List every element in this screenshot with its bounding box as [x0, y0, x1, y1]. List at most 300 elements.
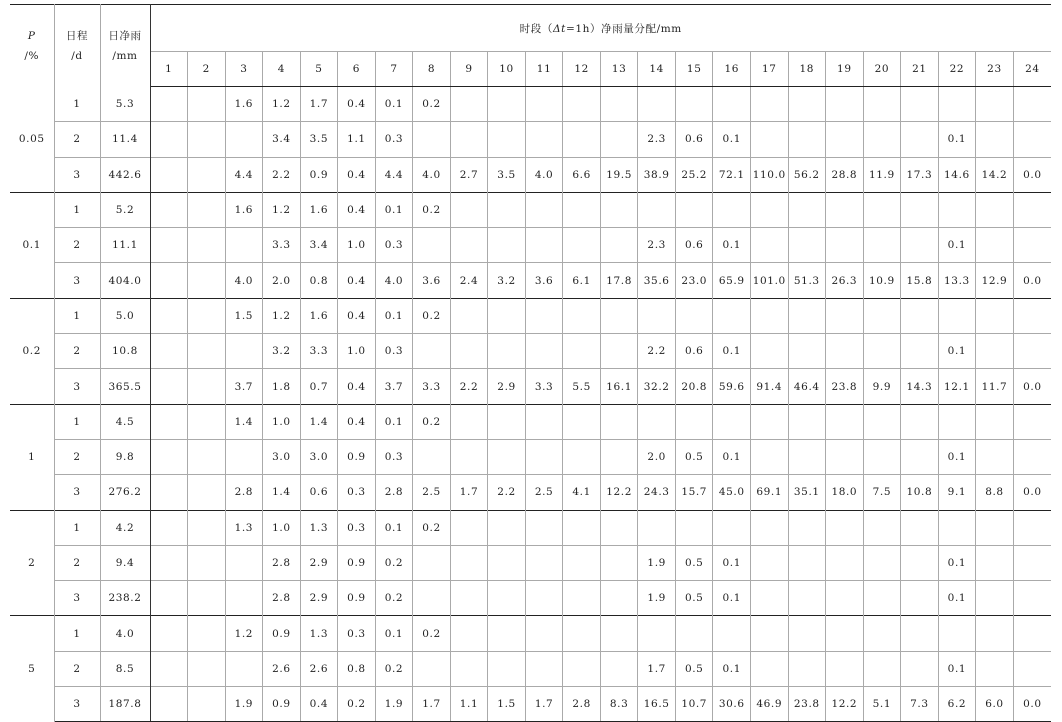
cell-hour-21 — [901, 510, 939, 545]
cell-hour-11: 3.6 — [525, 263, 563, 298]
cell-hour-13: 19.5 — [600, 157, 638, 192]
cell-hour-10 — [488, 192, 526, 227]
cell-hour-3: 4.0 — [225, 263, 263, 298]
cell-net-rain: 9.8 — [100, 439, 150, 474]
cell-hour-21: 14.3 — [901, 369, 939, 404]
cell-hour-2 — [188, 87, 226, 122]
cell-hour-7: 1.9 — [375, 687, 413, 722]
cell-day: 2 — [54, 122, 100, 157]
header-hour-15: 15 — [675, 52, 713, 87]
cell-hour-7: 2.8 — [375, 475, 413, 510]
cell-hour-13 — [600, 404, 638, 439]
cell-hour-9: 1.7 — [450, 475, 488, 510]
cell-hour-10 — [488, 404, 526, 439]
cell-hour-3 — [225, 545, 263, 580]
cell-hour-3 — [225, 122, 263, 157]
cell-p-value: 0.1 — [10, 192, 54, 298]
table-row — [10, 475, 1051, 510]
cell-hour-23 — [976, 616, 1014, 651]
cell-hour-6: 0.3 — [338, 475, 376, 510]
cell-hour-11: 2.5 — [525, 475, 563, 510]
header-hour-2: 2 — [188, 52, 226, 87]
cell-hour-18 — [788, 404, 826, 439]
header-hour-20: 20 — [863, 52, 901, 87]
cell-hour-1 — [150, 122, 188, 157]
cell-hour-18 — [788, 192, 826, 227]
cell-hour-2 — [188, 651, 226, 686]
cell-hour-13 — [600, 334, 638, 369]
cell-hour-15 — [675, 192, 713, 227]
cell-hour-24: 0.0 — [1013, 263, 1051, 298]
cell-hour-21: 15.8 — [901, 263, 939, 298]
cell-day: 3 — [54, 475, 100, 510]
cell-hour-23 — [976, 404, 1014, 439]
cell-net-rain: 8.5 — [100, 651, 150, 686]
cell-hour-9 — [450, 581, 488, 616]
header-hour-6: 6 — [338, 52, 376, 87]
cell-hour-2 — [188, 581, 226, 616]
cell-day: 3 — [54, 157, 100, 192]
cell-hour-3: 1.6 — [225, 192, 263, 227]
cell-hour-19: 28.8 — [826, 157, 864, 192]
cell-hour-1 — [150, 298, 188, 333]
cell-hour-7: 0.1 — [375, 192, 413, 227]
cell-hour-21 — [901, 122, 939, 157]
cell-hour-1 — [150, 545, 188, 580]
cell-hour-24 — [1013, 298, 1051, 333]
header-hour-10: 10 — [488, 52, 526, 87]
cell-hour-15: 25.2 — [675, 157, 713, 192]
cell-hour-17: 101.0 — [751, 263, 789, 298]
cell-hour-22: 0.1 — [938, 545, 976, 580]
cell-hour-16: 0.1 — [713, 545, 751, 580]
cell-hour-2 — [188, 157, 226, 192]
cell-hour-3 — [225, 651, 263, 686]
cell-hour-13: 16.1 — [600, 369, 638, 404]
cell-hour-18 — [788, 298, 826, 333]
header-hour-11: 11 — [525, 52, 563, 87]
cell-hour-20: 9.9 — [863, 369, 901, 404]
cell-hour-22 — [938, 616, 976, 651]
cell-hour-18 — [788, 545, 826, 580]
cell-hour-15: 0.5 — [675, 545, 713, 580]
cell-hour-5: 0.9 — [300, 157, 338, 192]
cell-hour-15 — [675, 404, 713, 439]
cell-hour-12: 4.1 — [563, 475, 601, 510]
cell-hour-1 — [150, 404, 188, 439]
cell-hour-12 — [563, 87, 601, 122]
cell-hour-9: 2.2 — [450, 369, 488, 404]
cell-day: 1 — [54, 404, 100, 439]
cell-hour-19: 26.3 — [826, 263, 864, 298]
cell-hour-13 — [600, 439, 638, 474]
cell-hour-21 — [901, 404, 939, 439]
cell-hour-4: 3.4 — [263, 122, 301, 157]
cell-net-rain: 187.8 — [100, 687, 150, 722]
cell-hour-3: 4.4 — [225, 157, 263, 192]
cell-hour-20 — [863, 616, 901, 651]
cell-day: 3 — [54, 687, 100, 722]
cell-hour-22 — [938, 298, 976, 333]
cell-hour-15 — [675, 87, 713, 122]
cell-hour-10: 2.2 — [488, 475, 526, 510]
cell-hour-21 — [901, 192, 939, 227]
cell-hour-16: 65.9 — [713, 263, 751, 298]
cell-hour-7: 0.3 — [375, 334, 413, 369]
cell-net-rain: 11.1 — [100, 228, 150, 263]
cell-hour-5: 1.7 — [300, 87, 338, 122]
cell-hour-11: 1.7 — [525, 687, 563, 722]
table-row — [10, 192, 1051, 227]
cell-hour-14: 1.9 — [638, 545, 676, 580]
cell-hour-14: 24.3 — [638, 475, 676, 510]
cell-hour-22: 6.2 — [938, 687, 976, 722]
cell-hour-5: 2.9 — [300, 545, 338, 580]
cell-hour-9 — [450, 192, 488, 227]
cell-hour-8: 1.7 — [413, 687, 451, 722]
cell-hour-8: 0.2 — [413, 404, 451, 439]
cell-hour-7: 3.7 — [375, 369, 413, 404]
header-hour-8: 8 — [413, 52, 451, 87]
cell-hour-18 — [788, 87, 826, 122]
cell-net-rain: 4.0 — [100, 616, 150, 651]
cell-hour-15: 0.5 — [675, 439, 713, 474]
cell-hour-6: 1.0 — [338, 228, 376, 263]
header-hour-9: 9 — [450, 52, 488, 87]
cell-hour-6: 0.4 — [338, 369, 376, 404]
table-row — [10, 616, 1051, 651]
cell-hour-18 — [788, 581, 826, 616]
cell-hour-7: 0.2 — [375, 651, 413, 686]
cell-hour-13: 17.8 — [600, 263, 638, 298]
cell-hour-3 — [225, 439, 263, 474]
cell-hour-23 — [976, 192, 1014, 227]
table-row — [10, 581, 1051, 616]
cell-hour-10 — [488, 616, 526, 651]
cell-hour-10 — [488, 228, 526, 263]
header-hour-14: 14 — [638, 52, 676, 87]
net-rainfall-distribution-table — [10, 4, 1051, 722]
cell-hour-20: 7.5 — [863, 475, 901, 510]
cell-day: 3 — [54, 263, 100, 298]
header-hour-12: 12 — [563, 52, 601, 87]
cell-hour-4: 2.6 — [263, 651, 301, 686]
cell-hour-23 — [976, 122, 1014, 157]
header-span-prefix: 时段（ — [519, 22, 553, 35]
table-row — [10, 87, 1051, 122]
cell-hour-17 — [751, 404, 789, 439]
cell-hour-18: 56.2 — [788, 157, 826, 192]
cell-hour-15 — [675, 298, 713, 333]
cell-hour-14 — [638, 87, 676, 122]
cell-hour-17 — [751, 439, 789, 474]
cell-hour-18 — [788, 334, 826, 369]
cell-day: 1 — [54, 298, 100, 333]
cell-hour-23 — [976, 228, 1014, 263]
cell-hour-22: 14.6 — [938, 157, 976, 192]
cell-net-rain: 365.5 — [100, 369, 150, 404]
cell-hour-24 — [1013, 228, 1051, 263]
cell-hour-1 — [150, 369, 188, 404]
cell-hour-11 — [525, 651, 563, 686]
cell-hour-4: 1.0 — [263, 510, 301, 545]
cell-hour-12 — [563, 298, 601, 333]
cell-hour-23 — [976, 510, 1014, 545]
cell-hour-14 — [638, 616, 676, 651]
cell-hour-2 — [188, 122, 226, 157]
cell-hour-24 — [1013, 87, 1051, 122]
cell-hour-5: 1.3 — [300, 616, 338, 651]
cell-day: 1 — [54, 616, 100, 651]
cell-hour-5: 0.6 — [300, 475, 338, 510]
cell-hour-11 — [525, 298, 563, 333]
cell-hour-22: 0.1 — [938, 651, 976, 686]
cell-hour-14 — [638, 298, 676, 333]
cell-hour-16: 0.1 — [713, 439, 751, 474]
cell-hour-11 — [525, 545, 563, 580]
cell-hour-8: 0.2 — [413, 616, 451, 651]
cell-hour-13 — [600, 581, 638, 616]
cell-net-rain: 442.6 — [100, 157, 150, 192]
cell-hour-18 — [788, 510, 826, 545]
cell-hour-19 — [826, 651, 864, 686]
cell-day: 1 — [54, 192, 100, 227]
cell-hour-2 — [188, 298, 226, 333]
table-container — [10, 4, 1051, 722]
cell-hour-5: 1.4 — [300, 404, 338, 439]
cell-hour-24 — [1013, 439, 1051, 474]
cell-hour-16 — [713, 87, 751, 122]
cell-hour-22: 0.1 — [938, 334, 976, 369]
cell-hour-24: 0.0 — [1013, 157, 1051, 192]
cell-hour-9 — [450, 228, 488, 263]
header-hour-4: 4 — [263, 52, 301, 87]
cell-hour-2 — [188, 369, 226, 404]
cell-hour-5: 2.9 — [300, 581, 338, 616]
cell-hour-24 — [1013, 581, 1051, 616]
cell-hour-5: 3.4 — [300, 228, 338, 263]
cell-hour-6: 0.4 — [338, 192, 376, 227]
cell-hour-19 — [826, 439, 864, 474]
cell-hour-23 — [976, 581, 1014, 616]
cell-hour-3 — [225, 334, 263, 369]
cell-day: 2 — [54, 545, 100, 580]
cell-hour-14 — [638, 192, 676, 227]
cell-hour-24: 0.0 — [1013, 369, 1051, 404]
cell-hour-12 — [563, 581, 601, 616]
cell-hour-16: 0.1 — [713, 122, 751, 157]
cell-net-rain: 4.2 — [100, 510, 150, 545]
cell-hour-17: 91.4 — [751, 369, 789, 404]
cell-hour-4: 0.9 — [263, 687, 301, 722]
cell-hour-17 — [751, 192, 789, 227]
cell-hour-19 — [826, 581, 864, 616]
cell-hour-14: 16.5 — [638, 687, 676, 722]
cell-hour-9 — [450, 404, 488, 439]
cell-hour-8 — [413, 545, 451, 580]
cell-hour-3: 1.5 — [225, 298, 263, 333]
cell-hour-16: 45.0 — [713, 475, 751, 510]
cell-hour-5: 3.3 — [300, 334, 338, 369]
cell-hour-12 — [563, 439, 601, 474]
cell-hour-4: 1.2 — [263, 298, 301, 333]
cell-hour-16: 59.6 — [713, 369, 751, 404]
cell-hour-2 — [188, 439, 226, 474]
cell-hour-6: 0.4 — [338, 404, 376, 439]
cell-hour-11 — [525, 510, 563, 545]
header-hour-13: 13 — [600, 52, 638, 87]
cell-hour-2 — [188, 510, 226, 545]
cell-hour-16: 0.1 — [713, 334, 751, 369]
cell-hour-20: 10.9 — [863, 263, 901, 298]
cell-hour-1 — [150, 581, 188, 616]
cell-hour-4: 2.8 — [263, 545, 301, 580]
cell-hour-22: 0.1 — [938, 581, 976, 616]
cell-hour-15: 0.6 — [675, 228, 713, 263]
cell-hour-23 — [976, 87, 1014, 122]
cell-hour-19 — [826, 404, 864, 439]
header-p-unit: /% — [24, 49, 40, 62]
cell-hour-21 — [901, 228, 939, 263]
cell-hour-14 — [638, 404, 676, 439]
cell-hour-3: 1.9 — [225, 687, 263, 722]
cell-hour-13 — [600, 87, 638, 122]
cell-hour-8 — [413, 651, 451, 686]
cell-hour-10 — [488, 334, 526, 369]
cell-hour-17 — [751, 87, 789, 122]
cell-hour-13 — [600, 616, 638, 651]
cell-hour-11 — [525, 228, 563, 263]
cell-hour-14: 2.3 — [638, 228, 676, 263]
cell-hour-17: 46.9 — [751, 687, 789, 722]
cell-hour-3 — [225, 581, 263, 616]
cell-hour-8: 0.2 — [413, 298, 451, 333]
cell-hour-7: 0.2 — [375, 581, 413, 616]
cell-hour-1 — [150, 475, 188, 510]
cell-hour-12 — [563, 651, 601, 686]
cell-day: 2 — [54, 439, 100, 474]
header-hour-19: 19 — [826, 52, 864, 87]
cell-day: 2 — [54, 334, 100, 369]
header-day-label: 日程 — [65, 29, 89, 42]
table-row — [10, 263, 1051, 298]
cell-hour-17 — [751, 122, 789, 157]
table-row — [10, 369, 1051, 404]
cell-hour-22: 9.1 — [938, 475, 976, 510]
cell-hour-6: 0.4 — [338, 87, 376, 122]
cell-p-value: 0.2 — [10, 298, 54, 404]
cell-hour-20 — [863, 87, 901, 122]
cell-hour-8: 0.2 — [413, 87, 451, 122]
header-day — [54, 5, 100, 87]
cell-hour-7: 0.3 — [375, 228, 413, 263]
cell-hour-24 — [1013, 192, 1051, 227]
cell-hour-13 — [600, 510, 638, 545]
cell-hour-7: 4.4 — [375, 157, 413, 192]
cell-hour-7: 0.2 — [375, 545, 413, 580]
cell-hour-16 — [713, 404, 751, 439]
cell-hour-19: 12.2 — [826, 687, 864, 722]
cell-hour-4: 2.8 — [263, 581, 301, 616]
cell-hour-17 — [751, 545, 789, 580]
cell-hour-19 — [826, 545, 864, 580]
cell-hour-21 — [901, 439, 939, 474]
cell-hour-2 — [188, 475, 226, 510]
cell-hour-6: 1.0 — [338, 334, 376, 369]
cell-hour-6: 0.2 — [338, 687, 376, 722]
cell-hour-22: 0.1 — [938, 122, 976, 157]
header-hour-21: 21 — [901, 52, 939, 87]
cell-hour-13 — [600, 192, 638, 227]
cell-hour-9 — [450, 439, 488, 474]
header-span-suffix: =1h）净雨量分配/mm — [565, 22, 682, 35]
cell-hour-6: 0.8 — [338, 651, 376, 686]
cell-hour-6: 0.4 — [338, 157, 376, 192]
cell-hour-21 — [901, 87, 939, 122]
cell-p-value: 0.05 — [10, 87, 54, 193]
cell-hour-11 — [525, 404, 563, 439]
cell-hour-2 — [188, 545, 226, 580]
cell-hour-18 — [788, 651, 826, 686]
cell-hour-16 — [713, 616, 751, 651]
header-p — [10, 5, 54, 87]
cell-day: 1 — [54, 87, 100, 122]
cell-net-rain: 5.0 — [100, 298, 150, 333]
cell-hour-5: 3.5 — [300, 122, 338, 157]
cell-hour-11 — [525, 192, 563, 227]
cell-hour-10 — [488, 651, 526, 686]
cell-hour-12 — [563, 404, 601, 439]
table-row — [10, 157, 1051, 192]
header-hour-7: 7 — [375, 52, 413, 87]
cell-hour-11 — [525, 439, 563, 474]
cell-hour-21 — [901, 298, 939, 333]
cell-hour-20 — [863, 228, 901, 263]
cell-hour-15: 0.6 — [675, 122, 713, 157]
cell-hour-3 — [225, 228, 263, 263]
cell-hour-7: 4.0 — [375, 263, 413, 298]
cell-hour-9: 2.7 — [450, 157, 488, 192]
cell-hour-17 — [751, 298, 789, 333]
cell-hour-4: 1.4 — [263, 475, 301, 510]
cell-hour-1 — [150, 192, 188, 227]
cell-hour-19: 23.8 — [826, 369, 864, 404]
table-row — [10, 122, 1051, 157]
cell-hour-14: 2.2 — [638, 334, 676, 369]
cell-hour-8 — [413, 334, 451, 369]
cell-hour-16 — [713, 510, 751, 545]
cell-hour-14: 1.9 — [638, 581, 676, 616]
header-hour-24: 24 — [1013, 52, 1051, 87]
table-row — [10, 334, 1051, 369]
cell-hour-13 — [600, 545, 638, 580]
cell-hour-20 — [863, 581, 901, 616]
cell-hour-10: 3.2 — [488, 263, 526, 298]
cell-hour-9: 2.4 — [450, 263, 488, 298]
cell-hour-3: 1.2 — [225, 616, 263, 651]
cell-p-value: 1 — [10, 404, 54, 510]
cell-hour-15: 23.0 — [675, 263, 713, 298]
cell-hour-23: 6.0 — [976, 687, 1014, 722]
cell-hour-19 — [826, 616, 864, 651]
cell-hour-12 — [563, 616, 601, 651]
cell-hour-1 — [150, 510, 188, 545]
cell-hour-15: 15.7 — [675, 475, 713, 510]
cell-hour-9 — [450, 510, 488, 545]
cell-hour-8: 0.2 — [413, 510, 451, 545]
cell-hour-21: 7.3 — [901, 687, 939, 722]
cell-hour-1 — [150, 334, 188, 369]
